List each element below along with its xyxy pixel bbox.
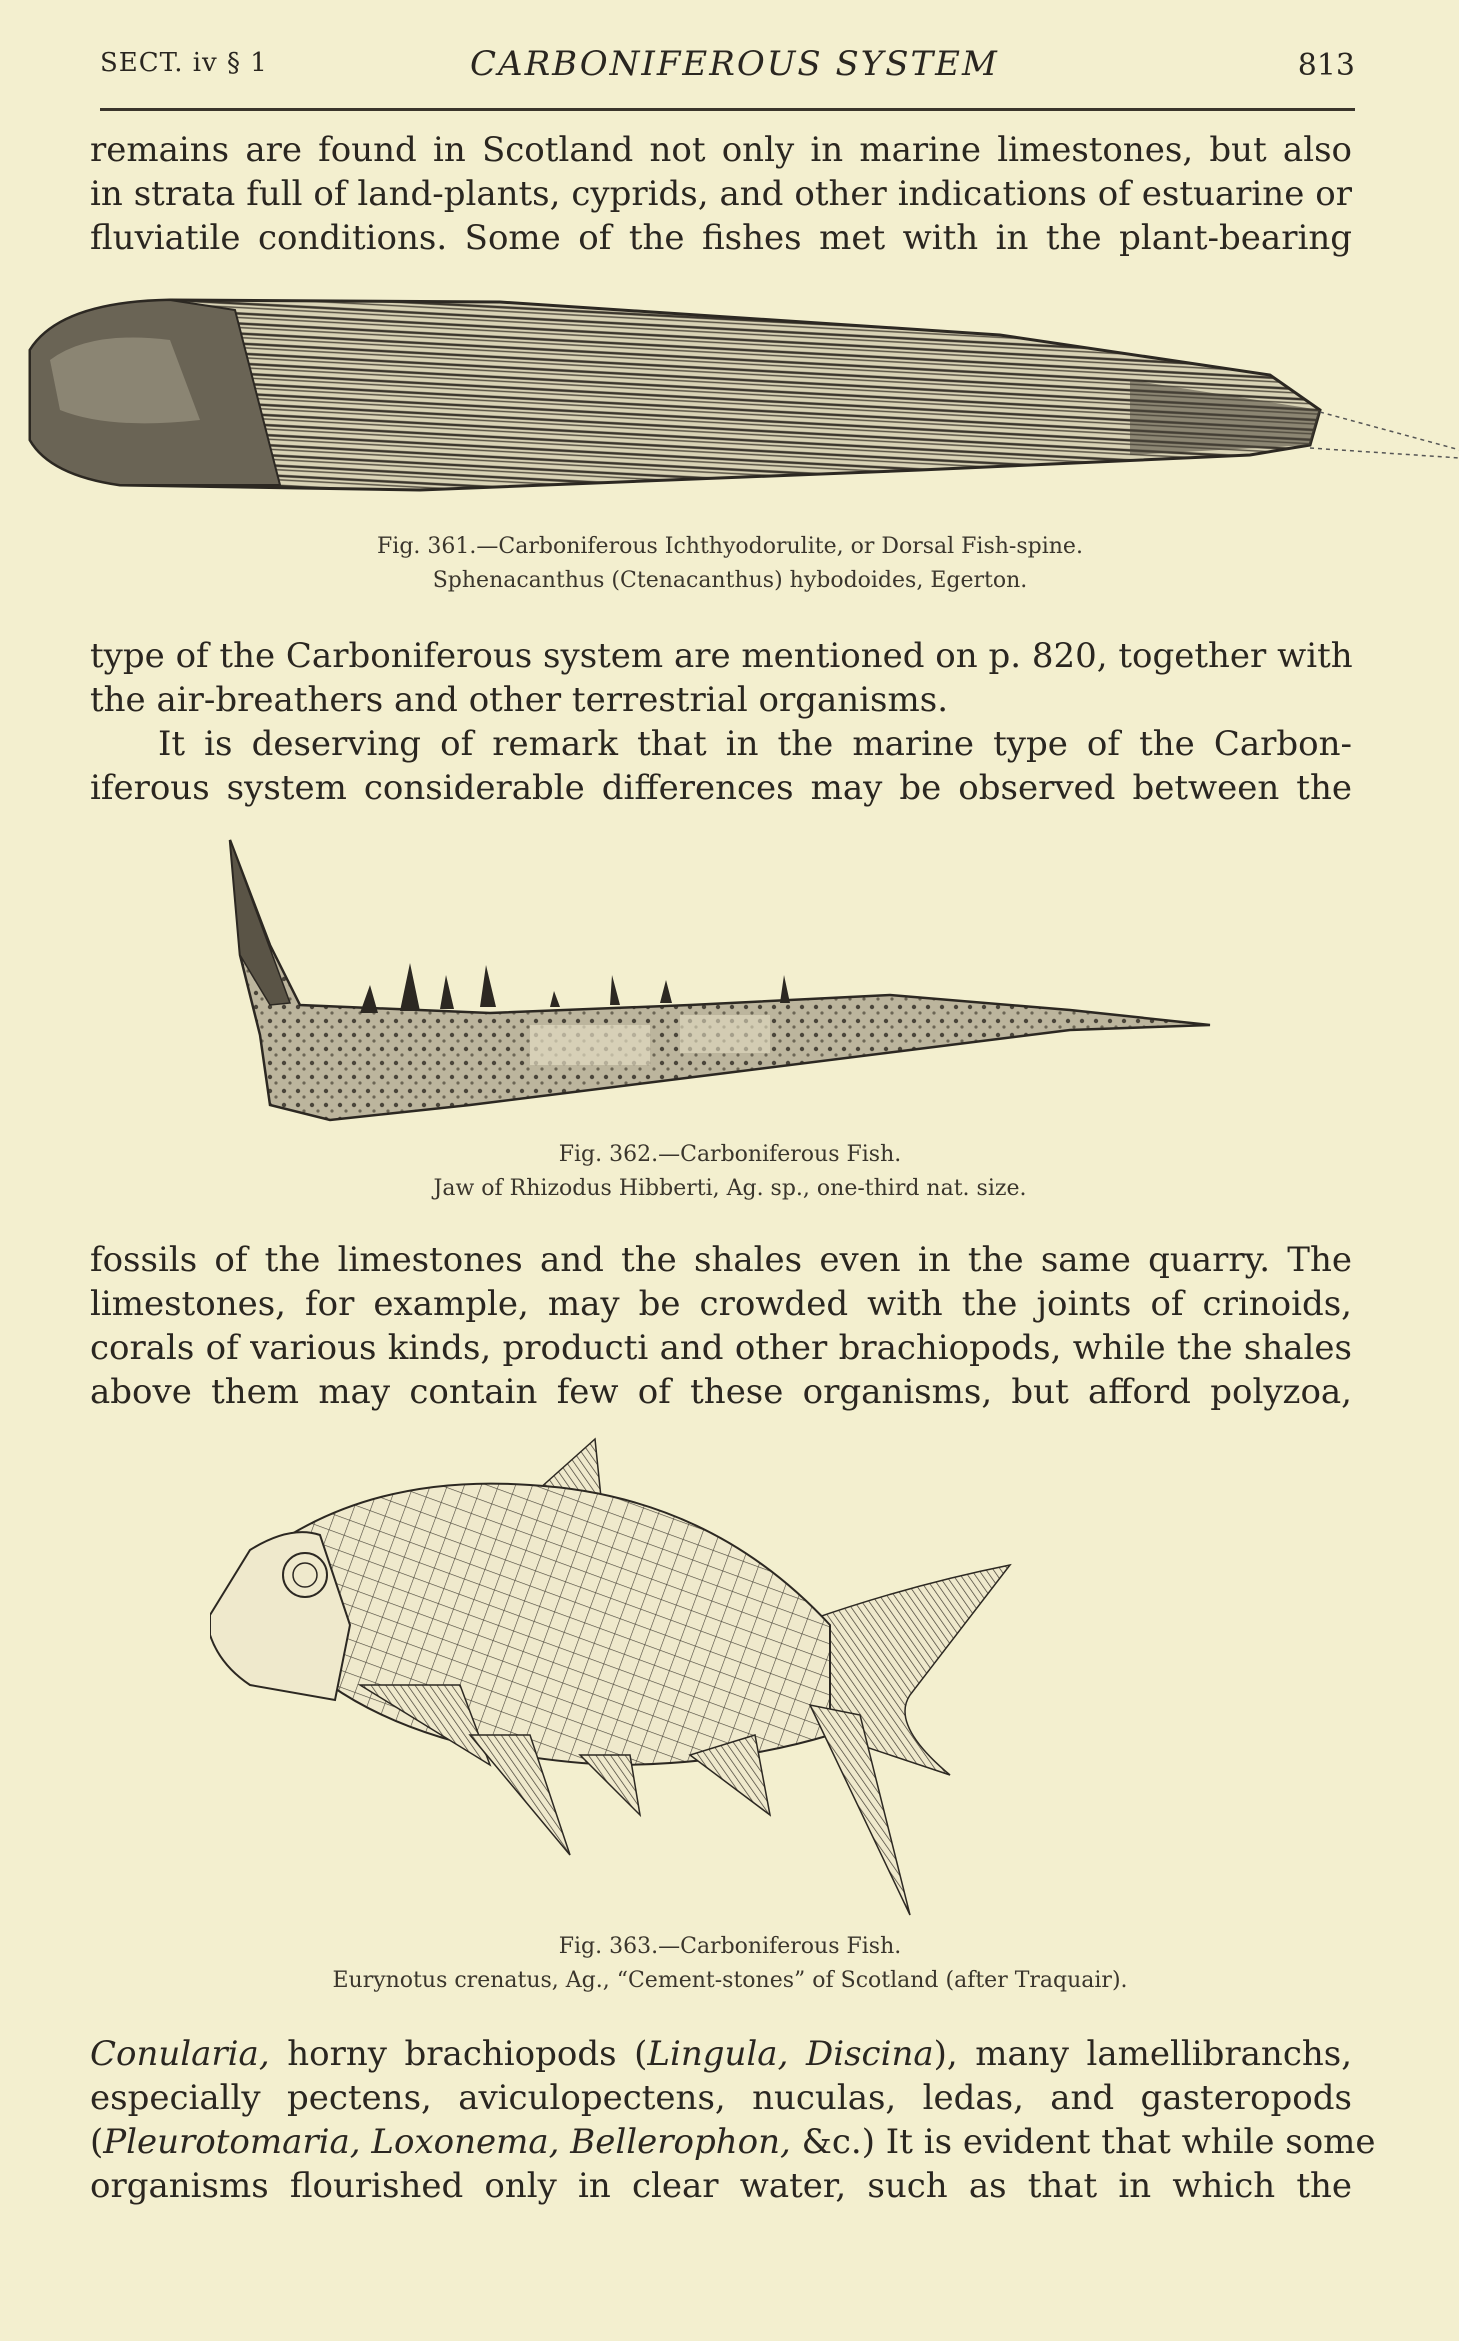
caption-line: Fig. 363.—Carboniferous Fish. [558,1934,902,1959]
figure-361-illustration [20,280,1459,520]
page-number: 813 [1297,48,1355,83]
text-line: especially pectens, aviculopectens, nuculas, ledas, and gasteropods [90,2078,1352,2118]
text-line: corals of various kinds, producti and other brachiopods, while the shales [90,1328,1352,1368]
text-line: organisms flourished only in clear water, such as that in which the [90,2166,1352,2206]
paragraph-5 [90,2032,1376,2208]
caption-line: Jaw of Rhizodus Hibberti, Ag. sp., one-third nat. size. [433,1176,1027,1201]
italic-term: Conularia, [90,2034,270,2074]
italic-term: Lingula, Discina [647,2034,934,2074]
running-header [100,40,1355,96]
paragraph-2 [90,634,1352,722]
section-label: SECT. iv § 1 [100,48,268,78]
text-line [90,2032,1352,2076]
paragraph-1 [90,128,1352,260]
paragraph-3 [90,722,1352,810]
text-span: horny brachiopods ( [269,2034,648,2074]
text-span: ), many lamellibranchs, [933,2034,1353,2074]
text-line: remains are found in Scotland not only in marine limestones, but also [90,130,1352,170]
text-line: fossils of the limestones and the shales even in the same quarry. The [90,1240,1352,1280]
figure-363-caption [200,1930,1260,1998]
text-span: ( [90,2122,104,2162]
text-line: iferous system considerable differences may be observed between the [90,768,1352,808]
figure-363-illustration [210,1435,1220,1925]
figure-362-caption [300,1138,1160,1206]
figure-361-caption [200,530,1260,598]
caption-line: Fig. 362.—Carboniferous Fish. [558,1142,902,1167]
paragraph-4 [90,1238,1352,1414]
italic-term: Pleurotomaria, Loxonema, Bellerophon, [103,2122,791,2162]
running-title: CARBONIFEROUS SYSTEM [470,44,999,84]
text-line: fluviatile conditions. Some of the fishes met with in the plant-bearing [90,218,1352,258]
text-line: the air-breathers and other terrestrial organisms. [90,680,949,720]
caption-line: Sphenacanthus (Ctenacanthus) hybodoides, Egerton. [432,568,1028,593]
text-line: in strata full of land-plants, cyprids, and other indications of estuarine or [90,174,1352,214]
text-line: limestones, for example, may be crowded with the joints of crinoids, [90,1284,1352,1324]
text-line: type of the Carboniferous system are mentioned on p. 820, together with [90,636,1353,676]
text-span: &c.) It is evident that while some [790,2122,1376,2162]
text-line: above them may contain few of these organisms, but afford polyzoa, [90,1372,1352,1412]
figure-362-illustration [210,835,1230,1125]
text-line: It is deserving of remark that in the marine type of the Carbon- [158,724,1352,764]
header-rule [100,108,1355,111]
text-line [90,2120,1376,2164]
caption-line: Fig. 361.—Carboniferous Ichthyodorulite, or Dorsal Fish-spine. [377,534,1083,559]
caption-line: Eurynotus crenatus, Ag., “Cement-stones” of Scotland (after Traquair). [332,1968,1128,1993]
